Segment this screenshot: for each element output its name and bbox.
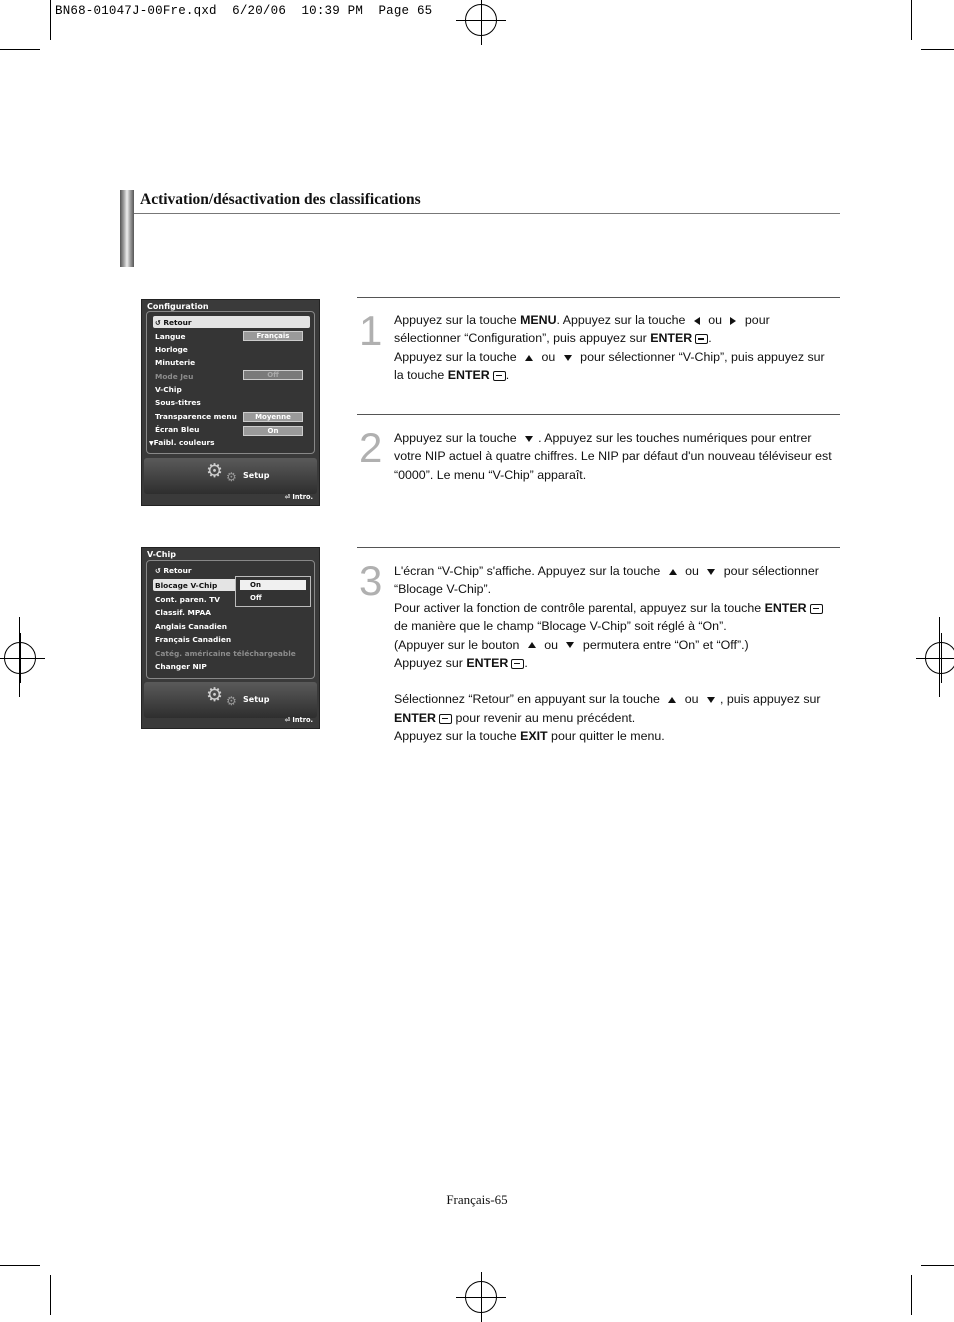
- tv-screen-vchip: [141, 547, 320, 729]
- enter-icon: [493, 371, 506, 381]
- registration-mark-icon: [4, 642, 36, 674]
- crop-mark: [50, 0, 51, 40]
- tv-menu-item[interactable]: Sous-titres: [155, 398, 201, 407]
- enter-icon: [695, 334, 708, 344]
- tv-footer: [144, 682, 317, 718]
- tv-screen-configuration: [141, 299, 320, 506]
- tv-intro-hint: ⏎ Intro.: [284, 716, 313, 724]
- gear-icon: ⚙: [206, 684, 224, 706]
- tv-menu-item: Mode Jeu: [155, 372, 194, 381]
- tv-menu-value: Français: [243, 331, 303, 341]
- tv-menu-value: On: [243, 426, 303, 436]
- enter-icon: [511, 659, 524, 669]
- tv-menu-item[interactable]: Horloge: [155, 345, 188, 354]
- page-footer: Français-65: [446, 1192, 508, 1207]
- crop-mark: [0, 1265, 40, 1266]
- crop-mark: [19, 617, 20, 697]
- tv-onoff-popup: [235, 576, 311, 607]
- tv-menu-item[interactable]: ▼Faibl. couleurs: [149, 438, 215, 447]
- tv-menu-item[interactable]: Changer NIP: [155, 662, 207, 671]
- enter-icon: [439, 714, 452, 724]
- enter-icon: ⏎: [284, 716, 293, 724]
- tv-menu-item[interactable]: Langue: [155, 332, 186, 341]
- down-arrow-icon: [564, 355, 572, 361]
- step-text: Appuyez sur la touche . Appuyez sur les touches numériques pour entrer votre NIP actuel à quatre chiffres. Le NIP par défaut d'un nouveau téléviseur est “0000”. Le menu “V-Chip” apparaît.: [394, 431, 832, 482]
- tv-menu-item[interactable]: ↺ Retour: [155, 318, 192, 327]
- tv-menu-item[interactable]: Classif. MPAA: [155, 608, 211, 617]
- crop-mark: [921, 1265, 954, 1266]
- tv-menu-item: Catég. américaine téléchargeable: [155, 649, 296, 658]
- left-arrow-icon: [694, 317, 700, 325]
- tv-menu-item[interactable]: Français Canadien: [155, 635, 232, 644]
- registration-mark-icon: [465, 1281, 497, 1313]
- tv-menu-item[interactable]: Anglais Canadien: [155, 622, 228, 631]
- scroll-down-icon: ▼: [149, 440, 154, 447]
- crop-mark: [911, 0, 912, 40]
- crop-mark: [921, 49, 954, 50]
- registration-mark-icon: [465, 4, 497, 36]
- tv-menu-title: Configuration: [147, 302, 209, 311]
- tv-menu-item[interactable]: Transparence menu: [155, 412, 237, 421]
- step-text: Appuyez sur la touche MENU. Appuyez sur la touche ou pour sélectionner “Configuration”, puis appuyez sur ENTER . Appuyez sur la touche ou pour sélectionner “V-Chip”, puis appuyez sur la touche ENTER .: [394, 313, 825, 383]
- crop-mark: [911, 1275, 912, 1315]
- down-arrow-icon: [525, 436, 533, 442]
- down-arrow-icon: [707, 569, 715, 575]
- gear-icon: ⚙: [226, 470, 237, 484]
- enter-icon: [810, 604, 823, 614]
- popup-option-on[interactable]: On: [240, 580, 306, 590]
- tv-menu-title: V-Chip: [147, 550, 176, 559]
- section-title: Activation/désactivation des classifications: [140, 191, 421, 208]
- tv-menu-item[interactable]: Écran Bleu: [155, 425, 200, 434]
- step-number: 3: [359, 557, 383, 604]
- down-arrow-icon: [566, 642, 574, 648]
- gear-icon: ⚙: [226, 694, 237, 708]
- return-icon: ↺: [155, 567, 164, 575]
- right-arrow-icon: [730, 317, 736, 325]
- tv-menu-value: Moyenne: [243, 412, 303, 422]
- tv-menu-panel: [146, 311, 315, 454]
- tv-menu-item[interactable]: Cont. paren. TV: [155, 595, 221, 604]
- up-arrow-icon: [528, 642, 536, 648]
- gear-icon: ⚙: [206, 460, 224, 482]
- tv-menu-item[interactable]: Minuterie: [155, 358, 196, 367]
- section-bar: [120, 190, 134, 267]
- tv-menu-item[interactable]: ↺ Retour: [155, 566, 192, 575]
- crop-mark: [939, 617, 940, 697]
- step-rule: [357, 297, 840, 298]
- up-arrow-icon: [669, 569, 677, 575]
- crop-mark: [50, 1275, 51, 1315]
- up-arrow-icon: [668, 697, 676, 703]
- step-text: L'écran “V-Chip” s'affiche. Appuyez sur la touche ou pour sélectionner “Blocage V-Chip”. Pour activer la fonction de contrôle parental, appuyez sur la touche ENTER de manière que le champ “Blocage V-Chip” soit réglé à “On”. (Appuyer sur le bouton ou permutera entre “On” et “Off”.) Appuyez sur ENTER . Sélectionnez “Retour” en appuyant sur la touche ou , puis appuyez sur ENTER pour revenir au menu précédent. Appuyez sur la touche EXIT pour quitter le menu.: [394, 562, 834, 746]
- crop-mark: [0, 49, 40, 50]
- tv-menu-item[interactable]: Blocage V-Chip: [155, 581, 218, 590]
- tv-setup-label: Setup: [243, 695, 270, 704]
- tv-intro-hint: ⏎ Intro.: [284, 493, 313, 501]
- title-rule: [134, 213, 840, 214]
- tv-footer: [144, 458, 317, 494]
- step-number: 2: [359, 424, 383, 471]
- tv-menu-value: Off: [243, 370, 303, 380]
- enter-icon: ⏎: [284, 493, 293, 501]
- tv-menu-panel: [146, 560, 315, 679]
- tv-menu-item[interactable]: V-Chip: [155, 385, 182, 394]
- tv-setup-label: Setup: [243, 471, 270, 480]
- down-arrow-icon: [707, 697, 715, 703]
- step-number: 1: [359, 307, 383, 354]
- popup-option-off[interactable]: Off: [250, 594, 262, 602]
- step-rule: [357, 547, 840, 548]
- step-rule: [357, 414, 840, 415]
- file-header: BN68-01047J-00Fre.qxd 6/20/06 10:39 PM Page 65: [55, 4, 433, 18]
- up-arrow-icon: [525, 355, 533, 361]
